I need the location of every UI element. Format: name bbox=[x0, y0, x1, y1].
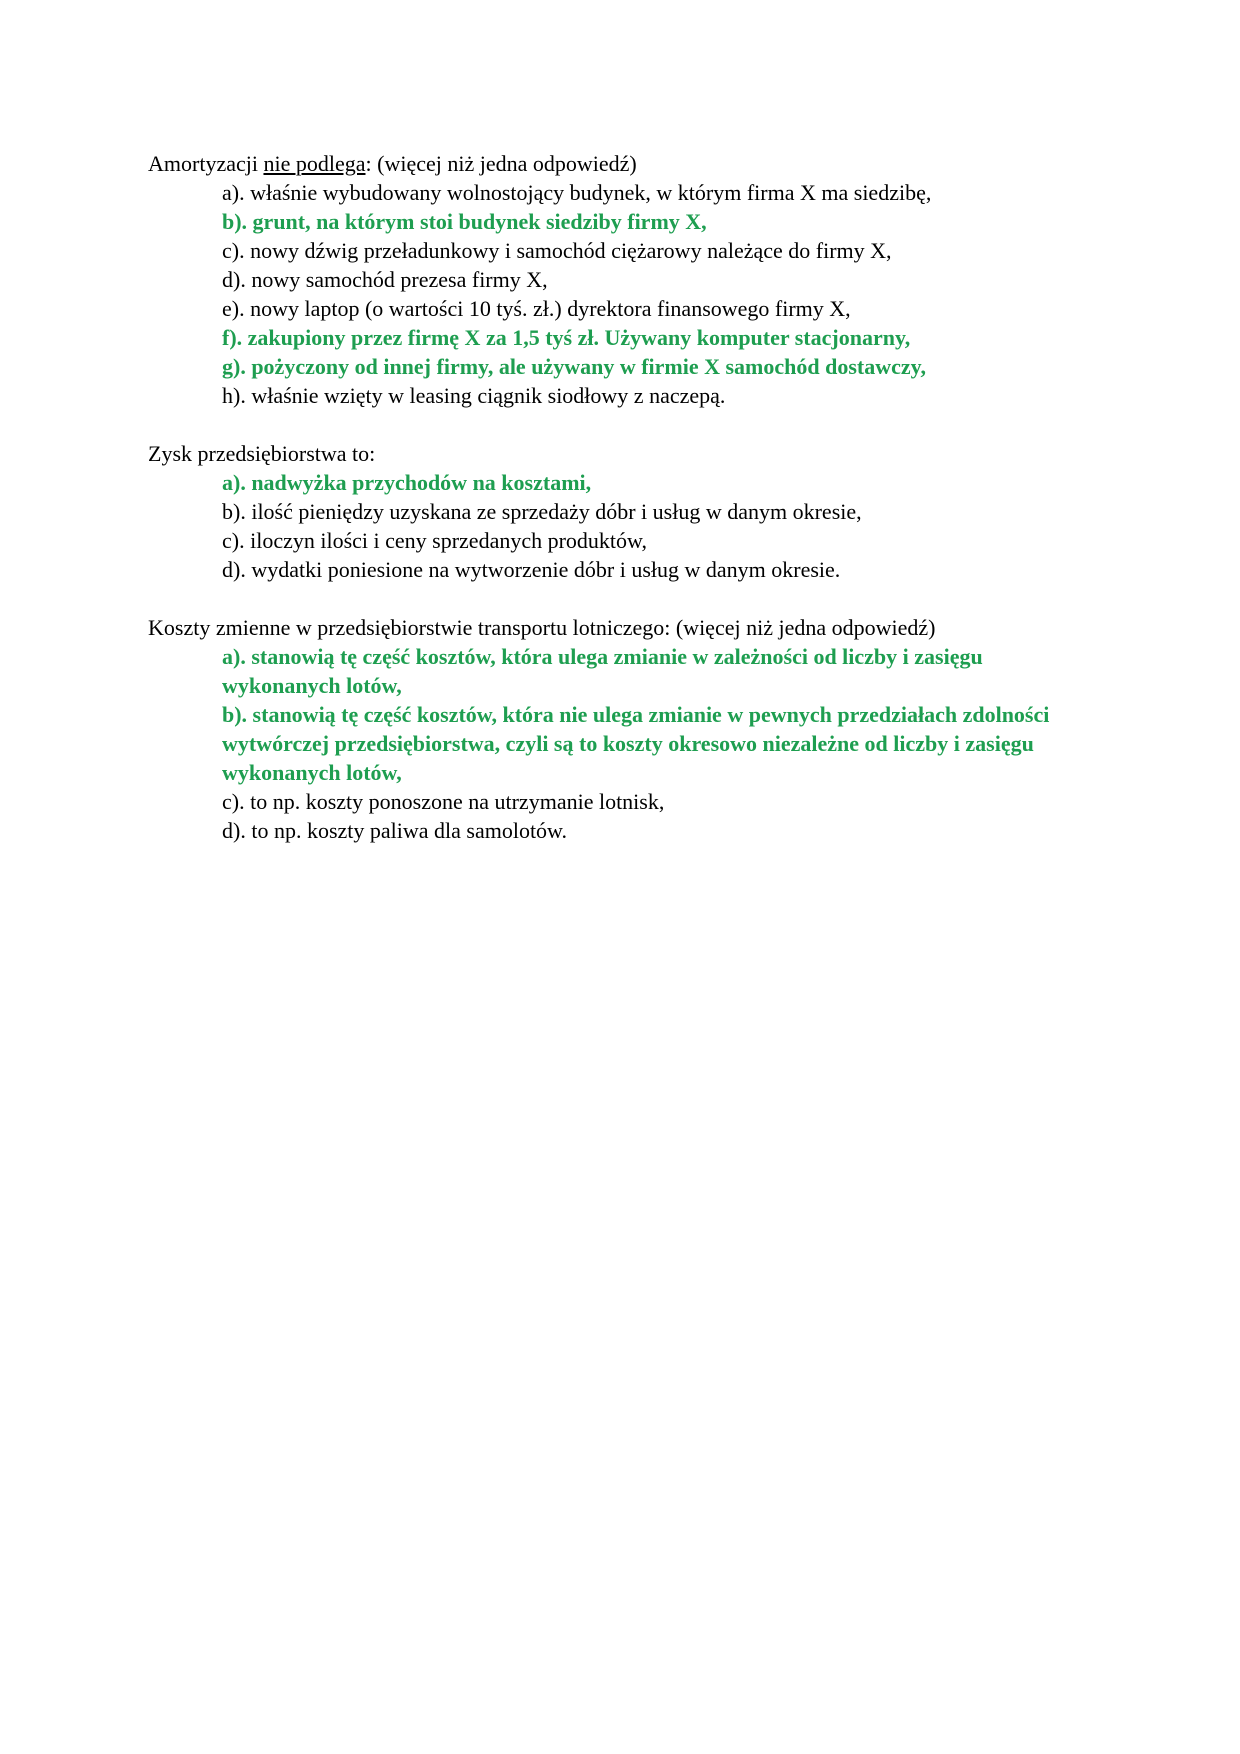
answer-option: h). właśnie wzięty w leasing ciągnik siodłowy z naczepą. bbox=[222, 383, 726, 408]
answer-option: c). to np. koszty ponoszone na utrzymanie lotnisk, bbox=[222, 789, 665, 814]
question-variable-costs bbox=[148, 613, 1148, 845]
answer-list bbox=[148, 642, 1148, 845]
question-title bbox=[148, 149, 1148, 178]
answer-option: c). nowy dźwig przeładunkowy i samochód ciężarowy należące do firmy X, bbox=[222, 238, 892, 263]
answer-list bbox=[148, 178, 1148, 410]
answer-option-correct: b). stanowią tę część kosztów, która nie ulega zmianie w pewnych przedziałach zdolności wytwórczej przedsiębiorstwa, czyli są to koszty okresowo niezależne od liczby i zasięgu wykonanych lotów, bbox=[222, 702, 1050, 785]
answer-option-correct: a). nadwyżka przychodów na kosztami, bbox=[222, 470, 592, 495]
document-content bbox=[148, 149, 1148, 874]
answer-option-correct: g). pożyczony od innej firmy, ale używany w firmie X samochód dostawczy, bbox=[222, 354, 926, 379]
question-title-text: Zysk przedsiębiorstwa to: bbox=[148, 441, 376, 466]
answer-list bbox=[148, 468, 1148, 584]
question-title-underlined: nie podlega bbox=[263, 151, 366, 176]
answer-option: d). wydatki poniesione na wytworzenie dóbr i usług w danym okresie. bbox=[222, 557, 841, 582]
answer-option: b). ilość pieniędzy uzyskana ze sprzedaży dóbr i usług w danym okresie, bbox=[222, 499, 862, 524]
answer-option: e). nowy laptop (o wartości 10 tyś. zł.) dyrektora finansowego firmy X, bbox=[222, 296, 851, 321]
answer-option: a). właśnie wybudowany wolnostojący budynek, w którym firma X ma siedzibę, bbox=[222, 180, 932, 205]
answer-option-correct: f). zakupiony przez firmę X za 1,5 tyś zł. Używany komputer stacjonarny, bbox=[222, 325, 911, 350]
question-title bbox=[148, 613, 1148, 642]
answer-option: d). nowy samochód prezesa firmy X, bbox=[222, 267, 548, 292]
answer-option: c). iloczyn ilości i ceny sprzedanych produktów, bbox=[222, 528, 647, 553]
question-title-text: Amortyzacji bbox=[148, 151, 264, 176]
question-title bbox=[148, 439, 1148, 468]
answer-option: d). to np. koszty paliwa dla samolotów. bbox=[222, 818, 568, 843]
answer-option-correct: a). stanowią tę część kosztów, która ulega zmianie w zależności od liczby i zasięgu wykonanych lotów, bbox=[222, 644, 983, 698]
question-title-text: Koszty zmienne w przedsiębiorstwie transportu lotniczego: (więcej niż jedna odpowiedź) bbox=[148, 615, 936, 640]
question-amortization bbox=[148, 149, 1148, 410]
question-profit bbox=[148, 439, 1148, 584]
answer-option-correct: b). grunt, na którym stoi budynek siedziby firmy X, bbox=[222, 209, 707, 234]
question-title-suffix: : (więcej niż jedna odpowiedź) bbox=[365, 151, 637, 176]
